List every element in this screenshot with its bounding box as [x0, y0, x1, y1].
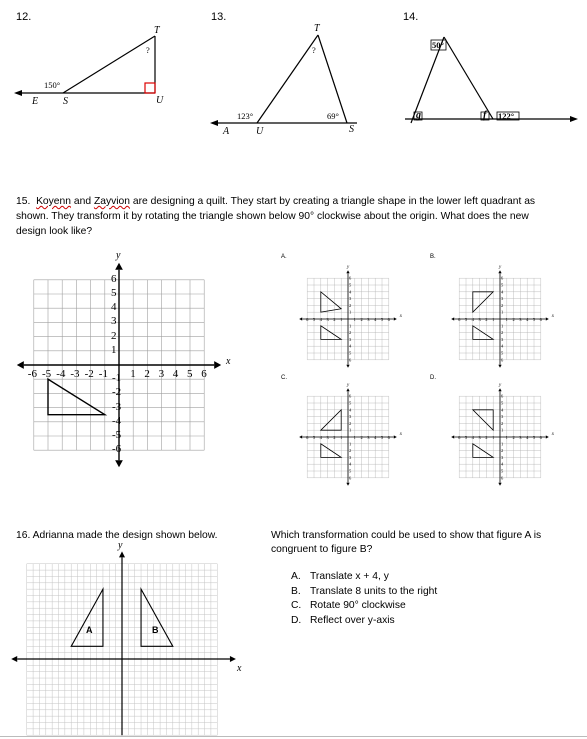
option-c-x-tick: 5: [312, 435, 316, 440]
p13-angle2-label: 69°: [327, 111, 339, 121]
option-a-y-tick: 1: [349, 309, 352, 315]
p13-unknown-label: ?: [312, 45, 316, 55]
option-b-x-tick: 4: [471, 317, 474, 322]
q16-question-line1: Which transformation could be used to show that figure A is: [271, 530, 542, 541]
option-b-x-tick: 1: [505, 317, 508, 322]
option-a-x-tick: 2: [333, 317, 336, 322]
option-c-x-tick: 4: [319, 435, 322, 440]
q16-option-b-text: Translate 8 units to the right: [310, 585, 438, 597]
q15-x-tick-label: -1: [98, 368, 108, 380]
option-a-y-tick: 6: [349, 275, 352, 281]
q15-x-tick-label: -3: [70, 368, 80, 380]
q15-line3: design look like?: [16, 226, 93, 237]
q16-figure-b-label: B: [152, 625, 159, 635]
option-d-x-tick: 2: [512, 435, 515, 440]
option-b-x-tick: 3: [519, 317, 522, 322]
option-a-x-tick: 4: [374, 317, 377, 322]
p13-label-u: U: [256, 126, 264, 137]
option-c-y-tick: 5: [349, 468, 352, 474]
p12-angle-label: 150°: [44, 80, 61, 90]
option-d-x-tick: 2: [485, 435, 488, 440]
problem-13-number: 13.: [211, 11, 227, 23]
option-d-y-axis-label: y: [499, 383, 502, 389]
option-b-y-tick: 1: [501, 323, 504, 329]
option-a-x-tick: 4: [319, 317, 322, 322]
option-b-y-tick: 6: [501, 357, 504, 363]
option-c-x-tick: 3: [326, 435, 329, 440]
option-a-y-tick: 2: [349, 302, 352, 308]
option-c-x-tick: 1: [340, 435, 343, 440]
p13-label-s: S: [349, 124, 354, 135]
q16-option-d-letter: D.: [291, 614, 302, 626]
option-b-y-tick: 2: [501, 302, 504, 308]
q16-option-a-text: Translate x + 4, y: [310, 571, 389, 582]
option-a-y-tick: 4: [349, 289, 352, 295]
option-a-y-tick: 2: [349, 330, 352, 336]
option-d-x-tick: 4: [526, 435, 529, 440]
option-b-x-tick: 6: [458, 317, 461, 322]
option-a-x-tick: 6: [387, 317, 390, 322]
option-b-x-tick: 6: [539, 317, 542, 322]
q15-x-tick-label: -6: [27, 368, 37, 380]
option-a-x-tick: 3: [367, 317, 370, 322]
option-d-y-tick: 1: [501, 441, 504, 447]
q16-option-c-text: Rotate 90° clockwise: [310, 600, 406, 611]
option-a-y-tick: 3: [349, 296, 352, 302]
option-a-x-tick: 5: [312, 317, 316, 322]
q16-figure-b-triangle: [141, 589, 173, 646]
q15-x-tick-label: -5: [42, 368, 52, 380]
problem-12-number: 12.: [16, 11, 32, 23]
option-c-y-tick: 1: [349, 441, 352, 447]
option-b-y-tick: 1: [501, 309, 504, 315]
q15-x-tick-label: -4: [56, 368, 66, 380]
q15-y-tick-label: -4: [112, 414, 122, 427]
q16-x-axis-label: x: [237, 663, 242, 674]
q15-y-axis-label: y: [116, 250, 121, 261]
q15-option-c-letter[interactable]: C.: [281, 375, 287, 381]
q15-x-tick-label: 1: [130, 368, 136, 380]
option-a-y-tick: 1: [349, 323, 352, 329]
option-b-x-axis-label: x: [551, 314, 555, 319]
q15-option-b-letter[interactable]: B.: [430, 254, 436, 260]
option-c-y-tick: 5: [349, 400, 352, 406]
option-c-x-tick: 6: [387, 435, 390, 440]
option-b-x-tick: 5: [464, 317, 468, 322]
option-b-y-tick: 4: [501, 343, 504, 349]
q15-x-tick-label: 6: [201, 368, 207, 380]
option-d-x-tick: 4: [471, 435, 474, 440]
option-d-y-tick: 3: [501, 454, 504, 460]
option-d-y-tick: 6: [501, 393, 504, 399]
option-c-x-tick: 5: [380, 435, 384, 440]
option-a-x-tick: 2: [360, 317, 363, 322]
option-d-y-tick: 3: [501, 414, 504, 420]
option-a-x-tick: 5: [380, 317, 384, 322]
q16-option-a-letter: A.: [291, 571, 301, 582]
q15-number: 15.: [16, 196, 31, 207]
option-c-x-tick: 3: [367, 435, 370, 440]
option-d-x-axis-label: x: [551, 432, 555, 437]
option-a-y-tick: 4: [349, 343, 352, 349]
q15-name2: Zayvion: [93, 196, 130, 207]
option-c-x-tick: 2: [360, 435, 363, 440]
option-a-y-tick: 5: [349, 350, 352, 356]
option-d-x-tick: 6: [458, 435, 461, 440]
option-b-y-tick: 5: [501, 282, 504, 288]
p12-unknown-label: ?: [146, 45, 150, 55]
option-b-x-tick: 2: [485, 317, 488, 322]
option-c-x-tick: 6: [306, 435, 309, 440]
q16-question-line2: congruent to figure B?: [271, 544, 373, 555]
problem-14-number: 14.: [403, 11, 419, 23]
option-c-x-axis-label: x: [399, 432, 403, 437]
q16-y-axis-label: y: [118, 540, 123, 551]
option-c-y-tick: 3: [349, 454, 352, 460]
option-d-y-tick: 4: [501, 407, 504, 413]
q15-y-tick-label: 4: [111, 301, 117, 314]
q16-figure-a-triangle: [71, 589, 103, 646]
option-c-x-tick: 2: [333, 435, 336, 440]
option-a-x-tick: 6: [306, 317, 309, 322]
option-c-x-tick: 4: [374, 435, 377, 440]
option-d-x-tick: 1: [492, 435, 495, 440]
q16-figure-a-label: A: [86, 625, 93, 635]
option-b-x-tick: 5: [532, 317, 536, 322]
p13-label-t: T: [314, 23, 320, 34]
option-a-y-tick: 3: [349, 336, 352, 342]
q15-y-tick-label: 3: [111, 315, 117, 328]
option-d-y-tick: 5: [501, 468, 504, 474]
option-d-y-tick: 2: [501, 448, 504, 454]
p12-label-u: U: [156, 95, 164, 106]
option-b-y-axis-label: y: [499, 265, 502, 271]
q16-prompt: 16. Adrianna made the design shown below.: [16, 530, 218, 541]
option-d-x-tick: 5: [464, 435, 468, 440]
option-c-y-tick: 2: [349, 448, 352, 454]
option-d-x-tick: 5: [532, 435, 536, 440]
q15-option-a-letter[interactable]: A.: [281, 254, 287, 260]
q15-name1: Koyenn: [36, 196, 71, 207]
option-c-y-tick: 6: [349, 475, 352, 481]
q15-x-tick-label: 2: [144, 368, 150, 380]
option-d-x-tick: 1: [505, 435, 508, 440]
q15-line1-rest: are designing a quilt. They start by creating a triangle shape in the lower left quadrant as: [132, 196, 536, 207]
option-b-y-tick: 5: [501, 350, 504, 356]
option-d-y-tick: 4: [501, 461, 504, 467]
option-b-y-tick: 3: [501, 336, 504, 342]
p13-angle1-label: 123°: [237, 111, 254, 121]
option-c-y-tick: 1: [349, 427, 352, 433]
q15-y-tick-label: 6: [111, 272, 117, 285]
q15-y-tick-label: -1: [112, 372, 122, 385]
q15-y-tick-label: 2: [111, 329, 117, 342]
option-b-x-tick: 1: [492, 317, 495, 322]
option-a-y-axis-label: y: [347, 265, 350, 271]
option-b-y-tick: 4: [501, 289, 504, 295]
p12-label-e: E: [32, 96, 39, 107]
option-b-x-tick: 2: [512, 317, 515, 322]
p14-label-g: g: [416, 110, 421, 121]
option-d-y-tick: 2: [501, 420, 504, 426]
option-c-y-tick: 3: [349, 414, 352, 420]
q15-option-d-letter[interactable]: D.: [430, 375, 436, 381]
q15-y-tick-label: 5: [111, 287, 117, 299]
q15-and: and: [73, 196, 92, 207]
option-c-y-tick: 4: [349, 461, 352, 467]
option-c-y-tick: 4: [349, 407, 352, 413]
option-d-y-tick: 6: [501, 475, 504, 481]
option-a-y-tick: 5: [349, 282, 352, 288]
option-a-x-tick: 3: [326, 317, 329, 322]
q15-y-tick-label: -5: [112, 429, 122, 441]
option-a-y-tick: 6: [349, 357, 352, 363]
q15-y-tick-label: -6: [112, 443, 122, 456]
p12-label-t: T: [154, 25, 160, 36]
q16-option-c-letter: C.: [291, 600, 302, 611]
page-bottom-rule: [0, 736, 587, 737]
option-c-x-tick: 1: [353, 435, 356, 440]
p13-label-a: A: [223, 126, 230, 137]
q16-option-b-letter: B.: [291, 585, 301, 597]
q15-y-tick-label: -2: [112, 386, 122, 399]
p14-angle1-label: 50°: [432, 40, 444, 50]
q15-line2: shown. They transform it by rotating the triangle shown below 90° clockwise about the origin. What does the new: [16, 211, 529, 222]
option-c-y-axis-label: y: [347, 383, 350, 389]
option-d-x-tick: 3: [519, 435, 522, 440]
option-a-x-tick: 1: [340, 317, 343, 322]
q15-x-tick-label: 5: [187, 368, 193, 380]
option-d-y-tick: 5: [501, 400, 504, 406]
option-b-y-tick: 6: [501, 275, 504, 281]
option-d-y-tick: 1: [501, 427, 504, 433]
option-a-x-tick: 1: [353, 317, 356, 322]
q15-x-axis-label: x: [226, 356, 231, 367]
option-c-y-tick: 6: [349, 393, 352, 399]
q15-x-tick-label: 3: [158, 368, 165, 380]
p14-label-f: f: [483, 110, 487, 121]
option-c-y-tick: 2: [349, 420, 352, 426]
q16-option-d-text: Reflect over y-axis: [310, 614, 395, 626]
q15-x-tick-label: 4: [172, 368, 179, 380]
option-b-x-tick: 4: [526, 317, 529, 322]
option-b-y-tick: 3: [501, 296, 504, 302]
p12-label-s: S: [63, 96, 68, 107]
option-b-x-tick: 3: [478, 317, 481, 322]
option-b-y-tick: 2: [501, 330, 504, 336]
option-a-x-axis-label: x: [399, 314, 403, 319]
option-d-x-tick: 6: [539, 435, 542, 440]
q15-y-tick-label: -3: [112, 400, 122, 413]
q15-x-tick-label: -2: [84, 368, 94, 380]
option-d-x-tick: 3: [478, 435, 481, 440]
q15-y-tick-label: 1: [111, 343, 117, 356]
p14-angle2-label: 122°: [498, 111, 515, 121]
